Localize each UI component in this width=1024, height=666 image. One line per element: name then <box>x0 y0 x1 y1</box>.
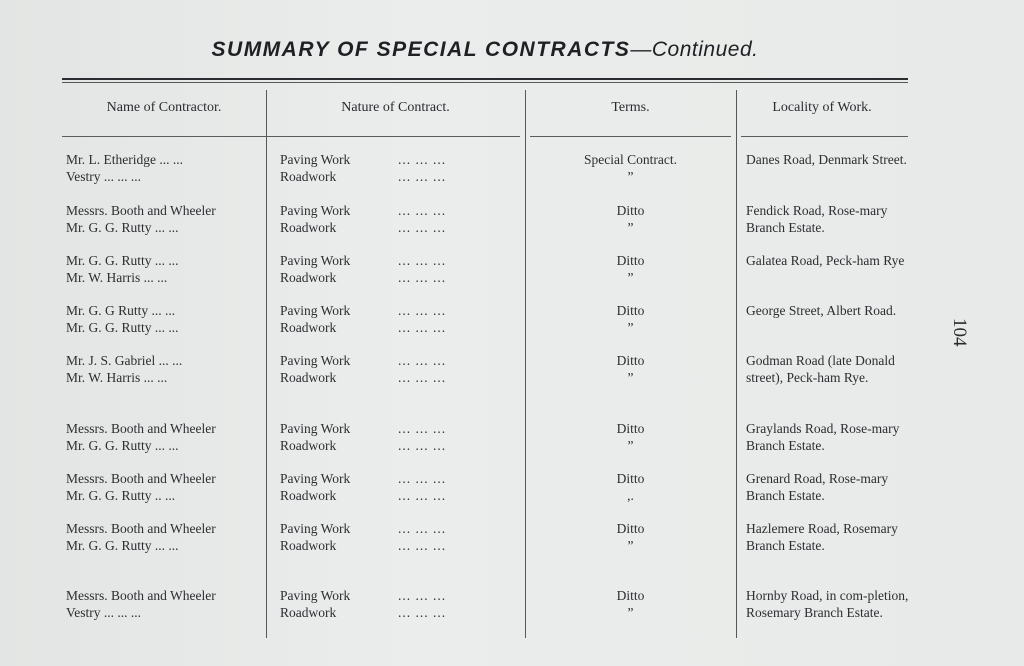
contract-nature: Paving Work <box>280 421 351 436</box>
contract-nature: Paving Work <box>280 588 351 603</box>
leader-dots: ... ... ... <box>398 471 447 486</box>
work-locality: Galatea Road, Peck-ham Rye <box>746 253 905 268</box>
header-underline <box>266 136 520 137</box>
top-rule-thin <box>62 82 908 83</box>
leader-dots: ... ... ... <box>398 421 447 436</box>
contract-nature: Roadwork <box>280 538 337 553</box>
contract-terms: ” <box>627 538 634 553</box>
contract-nature: Roadwork <box>280 370 337 385</box>
contract-terms: ” <box>627 438 634 453</box>
header-locality: Locality of Work. <box>772 100 872 115</box>
contract-nature: Roadwork <box>280 605 337 620</box>
contract-nature: Paving Work <box>280 303 351 318</box>
contract-nature: Paving Work <box>280 353 351 368</box>
contract-nature: Paving Work <box>280 471 351 486</box>
contractor-name: Mr. W. Harris ... ... <box>66 370 168 385</box>
work-locality: Danes Road, Denmark Street. <box>746 152 907 167</box>
leader-dots: ... ... ... <box>398 303 447 318</box>
leader-dots: ... ... ... <box>398 152 447 167</box>
column-divider <box>736 90 737 638</box>
leader-dots: ... ... ... <box>398 488 447 503</box>
contract-terms: ” <box>627 605 634 620</box>
contract-nature: Paving Work <box>280 152 351 167</box>
contract-terms: ,. <box>627 488 634 503</box>
header-underline <box>741 136 908 137</box>
contractor-name: Messrs. Booth and Wheeler <box>66 471 216 486</box>
contract-terms: Ditto <box>616 588 645 603</box>
contract-terms: Ditto <box>616 521 645 536</box>
contract-terms: ” <box>627 169 634 184</box>
contract-terms: ” <box>627 370 634 385</box>
leader-dots: ... ... ... <box>398 320 447 335</box>
work-locality: Hazlemere Road, Rosemary Branch Estate. <box>746 521 898 553</box>
leader-dots: ... ... ... <box>398 538 447 553</box>
contract-nature: Roadwork <box>280 320 337 335</box>
contractor-name: Messrs. Booth and Wheeler <box>66 521 216 536</box>
contractor-name: Mr. G. G Rutty ... ... <box>66 303 176 318</box>
contract-terms: ” <box>627 320 634 335</box>
contract-terms: ” <box>627 270 634 285</box>
contractor-name: Mr. G. G. Rutty ... ... <box>66 438 179 453</box>
leader-dots: ... ... ... <box>398 521 447 536</box>
contract-nature: Roadwork <box>280 488 337 503</box>
work-locality: Grenard Road, Rose-mary Branch Estate. <box>746 471 889 503</box>
leader-dots: ... ... ... <box>398 270 447 285</box>
leader-dots: ... ... ... <box>398 253 447 268</box>
leader-dots: ... ... ... <box>398 169 447 184</box>
contractor-name: Mr. W. Harris ... ... <box>66 270 168 285</box>
leader-dots: ... ... ... <box>398 588 447 603</box>
contract-terms: ” <box>627 220 634 235</box>
contract-terms: Ditto <box>616 471 645 486</box>
work-locality: Godman Road (late Donald street), Peck-ham Rye. <box>746 353 895 385</box>
contract-terms: Ditto <box>616 353 645 368</box>
contractor-name: Mr. J. S. Gabriel ... ... <box>66 353 183 368</box>
contractor-name: Vestry ... ... ... <box>66 605 141 620</box>
contract-nature: Roadwork <box>280 438 337 453</box>
leader-dots: ... ... ... <box>398 353 447 368</box>
page-number: 104 <box>949 318 970 347</box>
contract-terms: Ditto <box>616 421 645 436</box>
contractor-name: Vestry ... ... ... <box>66 169 141 184</box>
contract-terms: Ditto <box>616 253 645 268</box>
contractor-name: Messrs. Booth and Wheeler <box>66 203 216 218</box>
title-main: SUMMARY OF SPECIAL CONTRACTS <box>211 38 631 61</box>
leader-dots: ... ... ... <box>398 220 447 235</box>
leader-dots: ... ... ... <box>398 370 447 385</box>
contractor-name: Messrs. Booth and Wheeler <box>66 421 216 436</box>
work-locality: Graylands Road, Rose-mary Branch Estate. <box>746 421 900 453</box>
header-contractor: Name of Contractor. <box>106 100 222 115</box>
contract-nature: Paving Work <box>280 253 351 268</box>
title-continued: —Continued. <box>630 38 759 61</box>
contractor-name: Mr. G. G. Rutty ... ... <box>66 320 179 335</box>
leader-dots: ... ... ... <box>398 438 447 453</box>
page-title <box>0 38 970 62</box>
contract-nature: Paving Work <box>280 521 351 536</box>
contractor-name: Messrs. Booth and Wheeler <box>66 588 216 603</box>
contractor-name: Mr. G. G. Rutty .. ... <box>66 488 176 503</box>
work-locality: Hornby Road, in com-pletion, Rosemary Branch Estate. <box>746 588 909 620</box>
contract-nature: Roadwork <box>280 169 337 184</box>
work-locality: Fendick Road, Rose-mary Branch Estate. <box>746 203 888 235</box>
header-terms: Terms. <box>611 100 650 115</box>
column-divider <box>266 90 267 638</box>
header-nature: Nature of Contract. <box>341 100 450 115</box>
contractor-name: Mr. L. Etheridge ... ... <box>66 152 183 167</box>
work-locality: George Street, Albert Road. <box>746 303 897 318</box>
contract-nature: Roadwork <box>280 220 337 235</box>
leader-dots: ... ... ... <box>398 605 447 620</box>
contract-terms: Special Contract. <box>584 152 677 167</box>
top-rule <box>62 78 908 80</box>
contractor-name: Mr. G. G. Rutty ... ... <box>66 253 179 268</box>
header-underline <box>530 136 731 137</box>
contract-terms: Ditto <box>616 203 645 218</box>
leader-dots: ... ... ... <box>398 203 447 218</box>
column-divider <box>525 90 526 638</box>
contract-nature: Roadwork <box>280 270 337 285</box>
contractor-name: Mr. G. G. Rutty ... ... <box>66 538 179 553</box>
header-underline <box>62 136 266 137</box>
contract-nature: Paving Work <box>280 203 351 218</box>
contractor-name: Mr. G. G. Rutty ... ... <box>66 220 179 235</box>
contract-terms: Ditto <box>616 303 645 318</box>
